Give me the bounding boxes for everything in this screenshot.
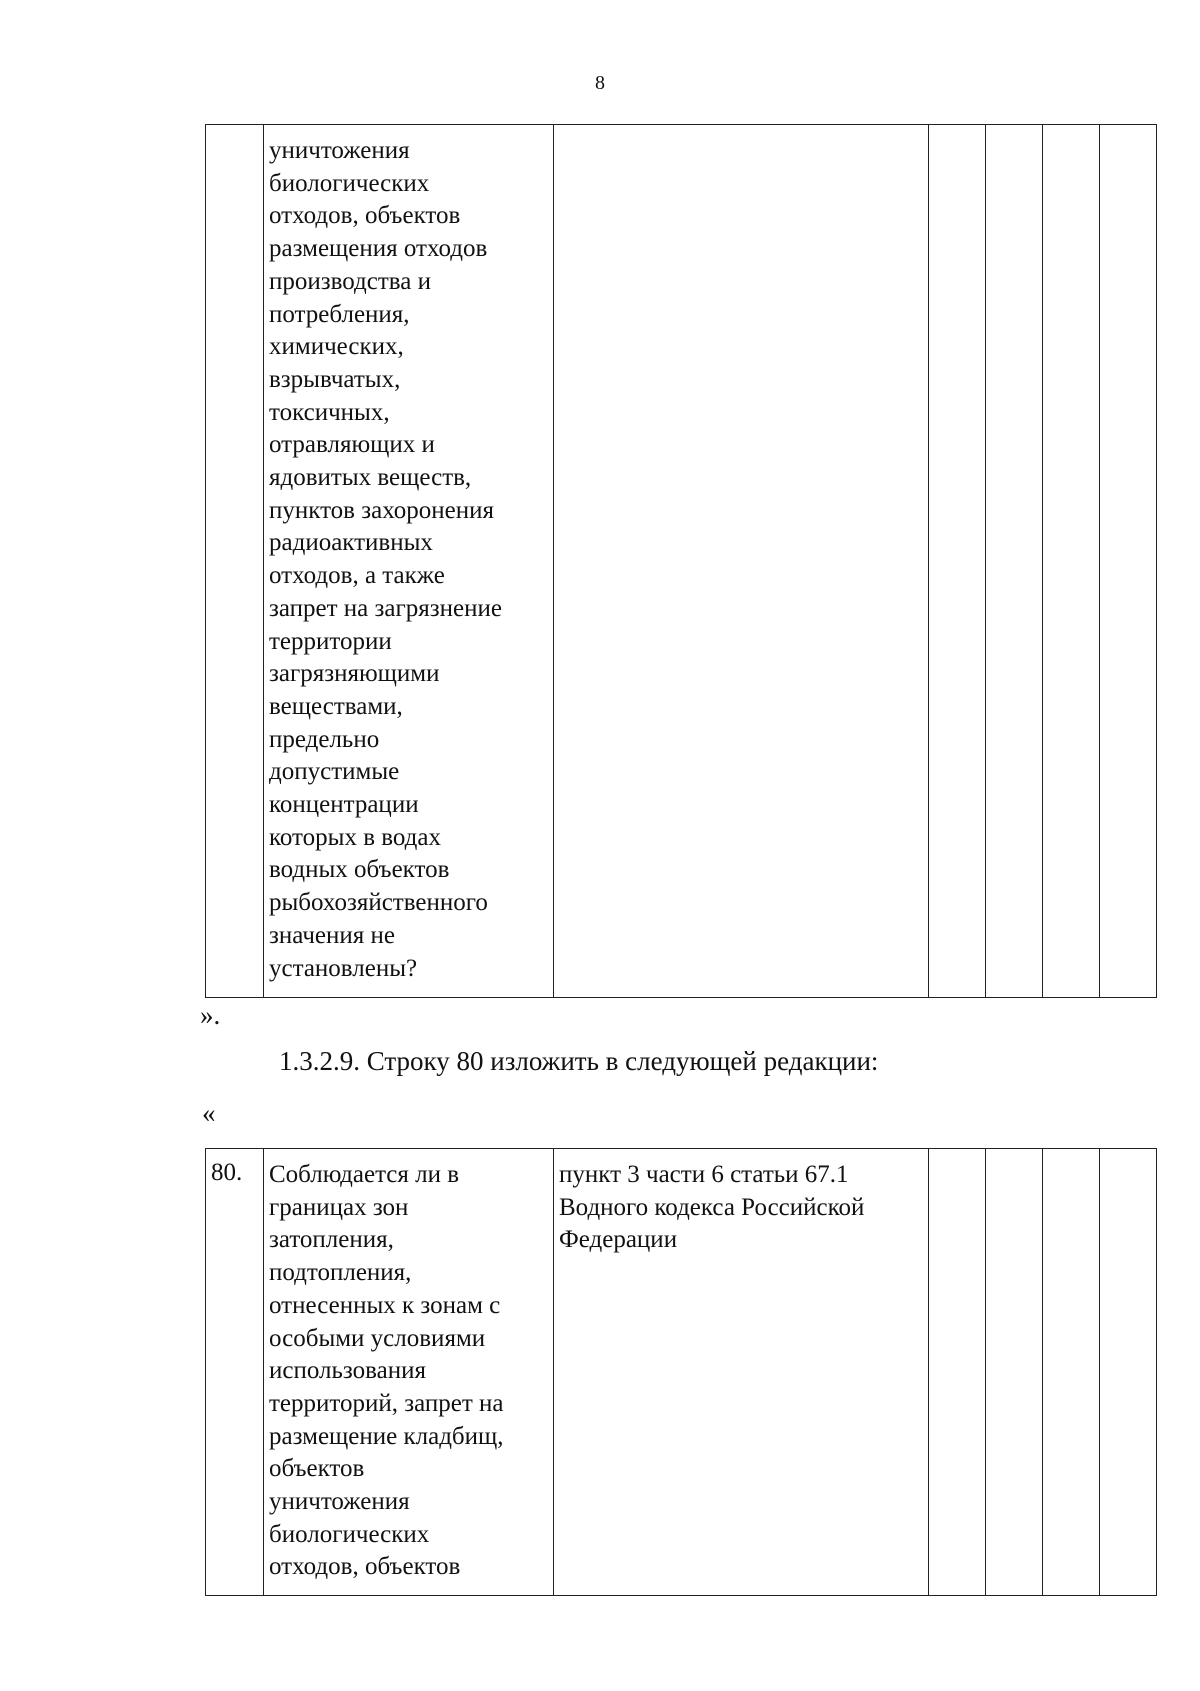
text-line: отходов, объектов (269, 1553, 461, 1581)
text-line: уничтожения (269, 1488, 410, 1516)
page-number: 8 (595, 72, 605, 94)
text-line: размещения отходов (269, 235, 488, 263)
text-line: отходов, объектов (269, 202, 461, 230)
text-line: производства и (269, 267, 431, 295)
checklist-table-row-80 (205, 1148, 1157, 1596)
answer-yes-cell (929, 1149, 986, 1596)
question-text (269, 135, 547, 985)
text-line: территории (269, 627, 392, 655)
paragraph-heading: 1.3.2.9. Строку 80 изложить в следующей редакции: (279, 1046, 879, 1076)
text-line: запрет на загрязнение (269, 594, 502, 622)
text-line: которых в водах (269, 823, 441, 851)
text-line: отравляющих и (269, 431, 435, 459)
question-text (269, 1159, 547, 1584)
answer-no-cell (986, 125, 1043, 998)
text-line: веществами, (269, 692, 403, 720)
text-line: потребления, (269, 300, 410, 328)
text-line: использования (269, 1357, 426, 1385)
table-row (206, 125, 1157, 998)
text-line: взрывчатых, (269, 365, 401, 393)
checklist-table-continued (205, 124, 1157, 998)
answer-yes-cell (929, 125, 986, 998)
text-line: химических, (269, 333, 404, 361)
text-line: пункт 3 части 6 статьи 67.1 (559, 1161, 849, 1188)
legal-basis-cell (554, 1149, 929, 1596)
text-line: пунктов захоронения (269, 496, 494, 524)
text-line: уничтожения (269, 137, 410, 164)
text-line: установлены? (269, 954, 418, 982)
text-line: затопления, (269, 1226, 394, 1254)
text-line: границах зон (269, 1193, 409, 1221)
text-line: подтопления, (269, 1259, 412, 1287)
text-line: отнесенных к зонам с (269, 1291, 501, 1319)
question-cell (264, 1149, 554, 1596)
text-line: Водного кодекса Российской (559, 1193, 865, 1221)
text-line: предельно (269, 725, 380, 753)
text-line: Соблюдается ли в (269, 1161, 460, 1188)
text-line: концентрации (269, 791, 419, 819)
answer-na-cell (1043, 125, 1100, 998)
opening-quote: « (202, 1098, 216, 1128)
table-row (206, 1149, 1157, 1596)
text-line: токсичных, (269, 398, 390, 426)
text-line: территорий, запрет на (269, 1389, 504, 1417)
question-cell (264, 125, 554, 998)
text-line: рыбохозяйственного (269, 889, 488, 917)
answer-na-cell (1043, 1149, 1100, 1596)
text-line: биологических (269, 1520, 430, 1548)
text-line: отходов, а также (269, 562, 445, 590)
text-line: ядовитых веществ, (269, 464, 472, 492)
text-line: водных объектов (269, 856, 450, 884)
text-line: загрязняющими (269, 660, 440, 688)
text-line: радиоактивных (269, 529, 433, 557)
row-number-cell (206, 125, 264, 998)
answer-no-cell (986, 1149, 1043, 1596)
text-line: значения не (269, 921, 396, 949)
text-line: биологических (269, 169, 430, 197)
notes-cell (1100, 1149, 1157, 1596)
row-number-cell: 80. (206, 1149, 264, 1596)
legal-basis-text (559, 1159, 922, 1257)
notes-cell (1100, 125, 1157, 998)
closing-quote: ». (200, 1000, 221, 1030)
text-line: особыми условиями (269, 1324, 486, 1352)
text-line: объектов (269, 1455, 365, 1483)
text-line: допустимые (269, 758, 400, 786)
legal-basis-cell (554, 125, 929, 998)
text-line: Федерации (559, 1226, 678, 1254)
text-line: размещение кладбищ, (269, 1422, 504, 1450)
